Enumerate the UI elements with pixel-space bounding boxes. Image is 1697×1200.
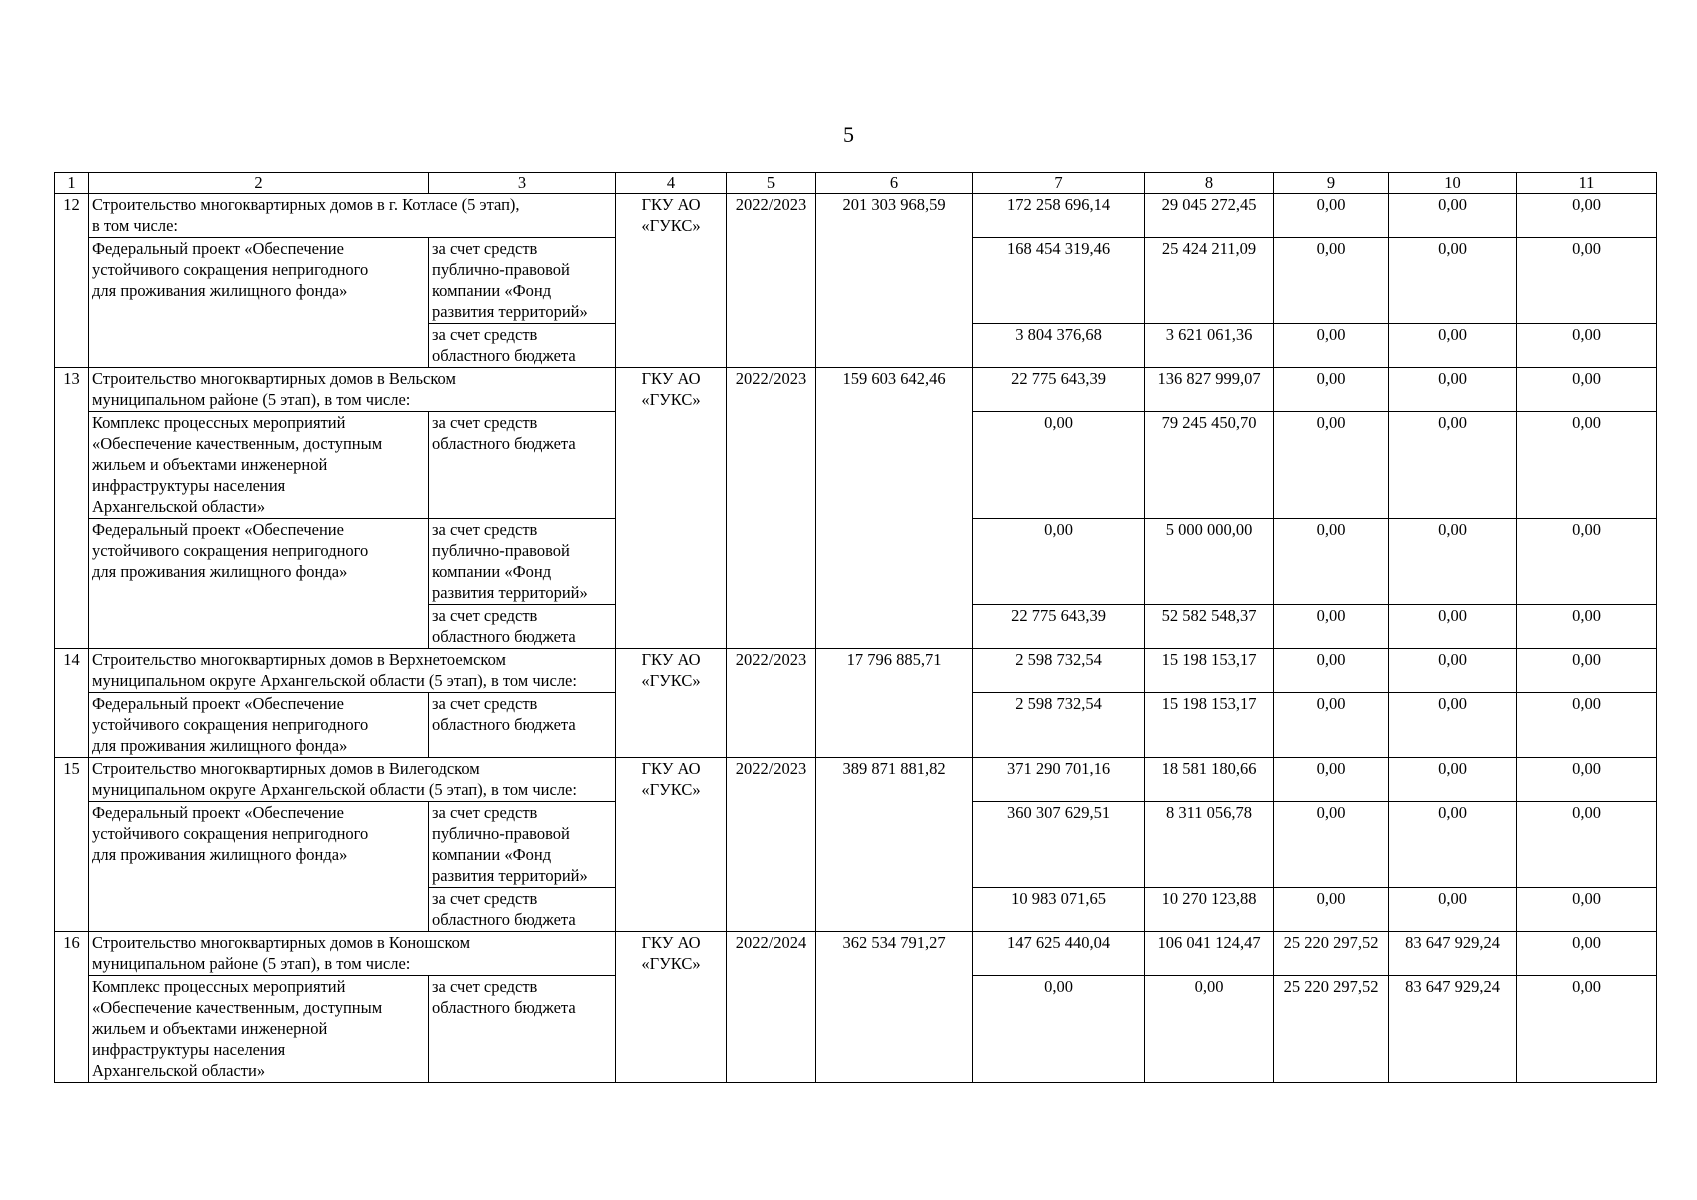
funding-source <box>429 693 616 758</box>
funding-source-line: областного бюджета <box>432 998 576 1017</box>
amount-v8: 136 827 999,07 <box>1145 368 1274 412</box>
source-amount-v9: 25 220 297,52 <box>1274 976 1389 1083</box>
project-name-line: Федеральный проект «Обеспечение <box>92 239 344 258</box>
source-amount-v8: 10 270 123,88 <box>1145 888 1274 932</box>
project-name-line: Архангельской области» <box>92 497 266 516</box>
project-name <box>89 238 429 368</box>
project-name-line: для проживания жилищного фонда» <box>92 562 348 581</box>
responsible-org-line: «ГУКС» <box>641 390 701 409</box>
amount-v10: 0,00 <box>1389 758 1517 802</box>
item-title-line: Строительство многоквартирных домов в Вилегодском <box>92 759 480 778</box>
source-amount-v9: 0,00 <box>1274 324 1389 368</box>
source-amount-v11: 0,00 <box>1517 519 1657 605</box>
funding-source-line: за счет средств <box>432 803 538 822</box>
source-amount-v10: 0,00 <box>1389 693 1517 758</box>
total-amount: 159 603 642,46 <box>816 368 973 649</box>
funding-source-line: областного бюджета <box>432 346 576 365</box>
item-row <box>55 194 1657 238</box>
amount-v7: 371 290 701,16 <box>973 758 1145 802</box>
responsible-org-line: «ГУКС» <box>641 780 701 799</box>
amount-v7: 22 775 643,39 <box>973 368 1145 412</box>
source-amount-v7: 360 307 629,51 <box>973 802 1145 888</box>
item-title <box>89 649 616 693</box>
funding-source <box>429 324 616 368</box>
source-amount-v8: 52 582 548,37 <box>1145 605 1274 649</box>
item-title-line: Строительство многоквартирных домов в Вельском <box>92 369 456 388</box>
source-amount-v8: 5 000 000,00 <box>1145 519 1274 605</box>
funding-source <box>429 802 616 888</box>
period: 2022/2023 <box>727 758 816 932</box>
amount-v8: 18 581 180,66 <box>1145 758 1274 802</box>
period: 2022/2024 <box>727 932 816 1083</box>
source-amount-v7: 3 804 376,68 <box>973 324 1145 368</box>
total-amount: 17 796 885,71 <box>816 649 973 758</box>
amount-v8: 29 045 272,45 <box>1145 194 1274 238</box>
funding-source-line: развития территорий» <box>432 866 588 885</box>
funding-source <box>429 976 616 1083</box>
source-amount-v10: 0,00 <box>1389 802 1517 888</box>
funding-source <box>429 888 616 932</box>
funding-source-line: компании «Фонд <box>432 845 552 864</box>
period: 2022/2023 <box>727 194 816 368</box>
responsible-org <box>616 649 727 758</box>
source-amount-v8: 8 311 056,78 <box>1145 802 1274 888</box>
project-name-line: устойчивого сокращения непригодного <box>92 260 369 279</box>
funding-source-line: развития территорий» <box>432 302 588 321</box>
responsible-org-line: ГКУ АО <box>641 195 701 214</box>
amount-v7: 172 258 696,14 <box>973 194 1145 238</box>
column-header: 11 <box>1517 173 1657 194</box>
source-amount-v10: 0,00 <box>1389 412 1517 519</box>
funding-source <box>429 238 616 324</box>
project-name <box>89 412 429 519</box>
amount-v9: 25 220 297,52 <box>1274 932 1389 976</box>
funding-source-line: областного бюджета <box>432 910 576 929</box>
item-title-line: муниципальном районе (5 этап), в том числе: <box>92 954 411 973</box>
source-amount-v11: 0,00 <box>1517 802 1657 888</box>
amount-v10: 83 647 929,24 <box>1389 932 1517 976</box>
amount-v11: 0,00 <box>1517 758 1657 802</box>
source-amount-v7: 0,00 <box>973 519 1145 605</box>
source-amount-v10: 0,00 <box>1389 238 1517 324</box>
source-amount-v10: 0,00 <box>1389 605 1517 649</box>
column-header: 8 <box>1145 173 1274 194</box>
responsible-org-line: ГКУ АО <box>641 759 701 778</box>
item-row <box>55 758 1657 802</box>
project-name-line: для проживания жилищного фонда» <box>92 736 348 755</box>
column-header: 2 <box>89 173 429 194</box>
amount-v11: 0,00 <box>1517 649 1657 693</box>
page-number: 5 <box>843 122 854 147</box>
column-header: 7 <box>973 173 1145 194</box>
funding-source-line: за счет средств <box>432 606 538 625</box>
funding-source-line: развития территорий» <box>432 583 588 602</box>
funding-source <box>429 519 616 605</box>
funding-source-line: за счет средств <box>432 413 538 432</box>
amount-v9: 0,00 <box>1274 368 1389 412</box>
source-amount-v11: 0,00 <box>1517 605 1657 649</box>
source-amount-v10: 0,00 <box>1389 519 1517 605</box>
funding-source-line: публично-правовой <box>432 260 570 279</box>
column-header: 6 <box>816 173 973 194</box>
column-header: 4 <box>616 173 727 194</box>
funding-source-line: областного бюджета <box>432 715 576 734</box>
responsible-org <box>616 932 727 1083</box>
source-amount-v11: 0,00 <box>1517 976 1657 1083</box>
project-name-line: Комплекс процессных мероприятий <box>92 413 346 432</box>
source-amount-v9: 0,00 <box>1274 238 1389 324</box>
project-name-line: устойчивого сокращения непригодного <box>92 541 369 560</box>
source-amount-v10: 0,00 <box>1389 888 1517 932</box>
item-number: 13 <box>55 368 89 649</box>
column-header: 9 <box>1274 173 1389 194</box>
source-amount-v11: 0,00 <box>1517 412 1657 519</box>
item-title <box>89 932 616 976</box>
source-amount-v7: 0,00 <box>973 412 1145 519</box>
item-title-line: Строительство многоквартирных домов в г. Котласе (5 этап), <box>92 195 520 214</box>
project-name-line: «Обеспечение качественным, доступным <box>92 434 383 453</box>
funding-source-line: за счет средств <box>432 977 538 996</box>
source-amount-v8: 79 245 450,70 <box>1145 412 1274 519</box>
budget-table <box>54 172 1657 1083</box>
amount-v7: 2 598 732,54 <box>973 649 1145 693</box>
project-name-line: Федеральный проект «Обеспечение <box>92 803 344 822</box>
amount-v7: 147 625 440,04 <box>973 932 1145 976</box>
project-name <box>89 693 429 758</box>
source-amount-v9: 0,00 <box>1274 412 1389 519</box>
amount-v10: 0,00 <box>1389 368 1517 412</box>
source-amount-v10: 0,00 <box>1389 324 1517 368</box>
project-name-line: Федеральный проект «Обеспечение <box>92 520 344 539</box>
amount-v11: 0,00 <box>1517 194 1657 238</box>
source-amount-v7: 0,00 <box>973 976 1145 1083</box>
amount-v10: 0,00 <box>1389 649 1517 693</box>
source-amount-v11: 0,00 <box>1517 238 1657 324</box>
item-title-line: Строительство многоквартирных домов в Коношском <box>92 933 471 952</box>
project-name-line: Федеральный проект «Обеспечение <box>92 694 344 713</box>
column-header: 3 <box>429 173 616 194</box>
funding-source-line: за счет средств <box>432 889 538 908</box>
period: 2022/2023 <box>727 368 816 649</box>
project-name-line: жильем и объектами инженерной <box>92 455 328 474</box>
funding-source-line: публично-правовой <box>432 824 570 843</box>
responsible-org <box>616 194 727 368</box>
amount-v9: 0,00 <box>1274 194 1389 238</box>
item-number: 14 <box>55 649 89 758</box>
project-name-line: Комплекс процессных мероприятий <box>92 977 346 996</box>
responsible-org-line: «ГУКС» <box>641 671 701 690</box>
item-row <box>55 932 1657 976</box>
project-name-line: устойчивого сокращения непригодного <box>92 715 369 734</box>
source-amount-v7: 10 983 071,65 <box>973 888 1145 932</box>
source-amount-v8: 3 621 061,36 <box>1145 324 1274 368</box>
funding-source <box>429 412 616 519</box>
project-name-line: устойчивого сокращения непригодного <box>92 824 369 843</box>
project-name-line: для проживания жилищного фонда» <box>92 281 348 300</box>
item-title <box>89 368 616 412</box>
funding-source-line: публично-правовой <box>432 541 570 560</box>
amount-v8: 106 041 124,47 <box>1145 932 1274 976</box>
amount-v9: 0,00 <box>1274 649 1389 693</box>
funding-source-line: областного бюджета <box>432 434 576 453</box>
project-name <box>89 802 429 932</box>
responsible-org <box>616 758 727 932</box>
funding-source-line: областного бюджета <box>432 627 576 646</box>
project-name <box>89 976 429 1083</box>
amount-v10: 0,00 <box>1389 194 1517 238</box>
project-name-line: жильем и объектами инженерной <box>92 1019 328 1038</box>
responsible-org-line: «ГУКС» <box>641 216 701 235</box>
column-header: 10 <box>1389 173 1517 194</box>
source-amount-v9: 0,00 <box>1274 693 1389 758</box>
column-header: 1 <box>55 173 89 194</box>
responsible-org-line: «ГУКС» <box>641 954 701 973</box>
source-amount-v8: 0,00 <box>1145 976 1274 1083</box>
funding-source <box>429 605 616 649</box>
responsible-org-line: ГКУ АО <box>641 650 701 669</box>
item-number: 16 <box>55 932 89 1083</box>
total-amount: 362 534 791,27 <box>816 932 973 1083</box>
funding-source-line: компании «Фонд <box>432 281 552 300</box>
source-amount-v8: 25 424 211,09 <box>1145 238 1274 324</box>
column-header: 5 <box>727 173 816 194</box>
period: 2022/2023 <box>727 649 816 758</box>
source-amount-v10: 83 647 929,24 <box>1389 976 1517 1083</box>
item-title-line: муниципальном районе (5 этап), в том числе: <box>92 390 411 409</box>
item-title <box>89 194 616 238</box>
responsible-org <box>616 368 727 649</box>
item-title-line: муниципальном округе Архангельской области (5 этап), в том числе: <box>92 671 577 690</box>
source-amount-v11: 0,00 <box>1517 888 1657 932</box>
source-amount-v9: 0,00 <box>1274 605 1389 649</box>
project-name-line: «Обеспечение качественным, доступным <box>92 998 383 1017</box>
source-amount-v7: 22 775 643,39 <box>973 605 1145 649</box>
source-amount-v11: 0,00 <box>1517 324 1657 368</box>
source-amount-v7: 168 454 319,46 <box>973 238 1145 324</box>
funding-source-line: компании «Фонд <box>432 562 552 581</box>
source-amount-v7: 2 598 732,54 <box>973 693 1145 758</box>
project-name-line: Архангельской области» <box>92 1061 266 1080</box>
item-title-line: муниципальном округе Архангельской области (5 этап), в том числе: <box>92 780 577 799</box>
item-row <box>55 368 1657 412</box>
funding-source-line: за счет средств <box>432 239 538 258</box>
amount-v11: 0,00 <box>1517 932 1657 976</box>
item-title-line: в том числе: <box>92 216 179 235</box>
item-number: 12 <box>55 194 89 368</box>
project-name-line: инфраструктуры населения <box>92 476 286 495</box>
responsible-org-line: ГКУ АО <box>641 933 701 952</box>
funding-source-line: за счет средств <box>432 694 538 713</box>
project-name <box>89 519 429 649</box>
source-amount-v9: 0,00 <box>1274 802 1389 888</box>
item-number: 15 <box>55 758 89 932</box>
amount-v9: 0,00 <box>1274 758 1389 802</box>
source-amount-v9: 0,00 <box>1274 519 1389 605</box>
source-amount-v8: 15 198 153,17 <box>1145 693 1274 758</box>
project-name-line: инфраструктуры населения <box>92 1040 286 1059</box>
item-title <box>89 758 616 802</box>
responsible-org-line: ГКУ АО <box>641 369 701 388</box>
item-row <box>55 649 1657 693</box>
source-amount-v9: 0,00 <box>1274 888 1389 932</box>
amount-v8: 15 198 153,17 <box>1145 649 1274 693</box>
header-row <box>55 173 1657 194</box>
funding-source-line: за счет средств <box>432 325 538 344</box>
amount-v11: 0,00 <box>1517 368 1657 412</box>
total-amount: 201 303 968,59 <box>816 194 973 368</box>
item-title-line: Строительство многоквартирных домов в Верхнетоемском <box>92 650 506 669</box>
funding-source-line: за счет средств <box>432 520 538 539</box>
source-amount-v11: 0,00 <box>1517 693 1657 758</box>
total-amount: 389 871 881,82 <box>816 758 973 932</box>
project-name-line: для проживания жилищного фонда» <box>92 845 348 864</box>
